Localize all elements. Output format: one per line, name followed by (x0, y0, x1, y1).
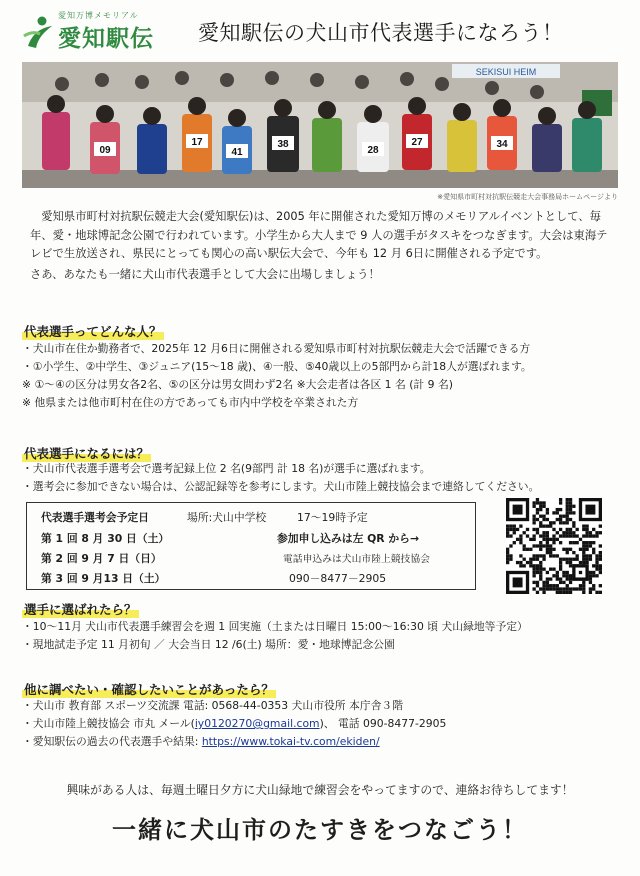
runner-swoosh-icon (22, 14, 58, 50)
aichi-ekiden-logo (22, 8, 172, 52)
logo-text: 愛知駅伝 (58, 26, 154, 52)
section-who-body (22, 340, 618, 412)
section-heading-contact: 他に調べたい・確認したいことがあったら？ (24, 682, 274, 697)
schedule-date-2: 第 2 回 9 月 7 日（日） (41, 552, 162, 565)
section-line: ・現地試走予定 11 月初旬 ／ 大会当日 12 /6(土) 場所：愛・地球博記念公園 (22, 638, 395, 651)
contact-line: ・犬山市 教育部 スポーツ交流課 電話: 0568-44-0353 犬山市役所 本庁舎３階 (22, 699, 403, 712)
intro-call: さあ、あなたも一緒に犬山市代表選手として大会に出場しましょう！ (30, 267, 380, 281)
photo-credit: ※愛知県市町村対抗駅伝競走大会事務局ホームページより (437, 193, 618, 201)
page-title: 愛知駅伝の犬山市代表選手になろう！ (198, 21, 564, 45)
section-line: ・犬山市代表選手選考会で選考記録上位 2 名(9部門 計 18 名)が選手に選ばれます。 (22, 462, 431, 475)
intro-paragraph: 愛知県市町村対抗駅伝競走大会(愛知駅伝)は、2005 年に開催された愛知万博のメモリアルイベントとして、毎年、愛・地球博記念公園で行われています。小学生から大人まで 9 人の選手がタスキをつなぎます。大会は東海テレビで生放送され、県民にとっても関心の高い駅伝大会で、今年も 12 月 6日に開催される予定です。 (30, 210, 608, 260)
section-line: ※ ①～④の区分は男女各2名、⑤の区分は男女問わず2名 ※大会走者は各区 1 名 (計 9 名) (22, 378, 453, 391)
banner-text: SEKISUI HEIM (475, 67, 537, 77)
section-line: ※ 他県または他市町村在住の方であっても市内中学校を卒業された方 (22, 396, 359, 409)
apply-phone-note: 電話申込みは犬山市陸上競技協会 (283, 554, 430, 565)
schedule-time: 17～19時予定 (297, 511, 368, 524)
schedule-place: 場所:犬山中学校 (187, 511, 267, 524)
race-photo (22, 62, 618, 188)
section-how-body (22, 460, 618, 496)
apply-phone-number[interactable]: 090－8477－2905 (289, 572, 387, 585)
schedule-date-1: 第 1 回 8 月 30 日（土） (41, 532, 170, 545)
section-contact-body (22, 697, 618, 751)
section-line: ・選考会に参加できない場合は、公認記録等を参考にします。犬山市陸上競技協会まで連絡してください。 (22, 480, 540, 493)
email-link[interactable]: iy0120270@gmail.com (194, 717, 320, 730)
bib-number: 27 (411, 137, 423, 148)
schedule-title: 代表選手選考会予定日 (41, 511, 149, 524)
intro-text (30, 208, 612, 284)
qr-code[interactable] (506, 498, 602, 594)
contact-text: ・愛知駅伝の過去の代表選手や結果: (22, 735, 202, 748)
contact-line (22, 715, 618, 733)
slogan: 一緒に犬山市のたすきをつなごう！ (112, 816, 528, 844)
section-line: ・①小学生、②中学生、③ジュニア(15～18 歳)、④一般、⑤40歳以上の5部門から計18人が選ばれます。 (22, 360, 532, 373)
section-selected-body (22, 618, 618, 654)
schedule-box (26, 502, 476, 590)
schedule-date-3: 第 3 回 9 月13 日（土） (41, 572, 166, 585)
bib-number: 28 (367, 145, 379, 156)
bib-number: 09 (99, 145, 111, 156)
contact-text: ・犬山市陸上競技協会 市丸 メール( (22, 717, 195, 730)
section-line: ・10～11月 犬山市代表選手練習会を週 1 回実施（土または日曜日 15:00～16:30 頃 犬山緑地等予定） (22, 620, 528, 633)
logo-subtitle: 愛知万博メモリアル (58, 11, 139, 20)
section-heading-who: 代表選手ってどんな人？ (24, 324, 162, 339)
contact-line (22, 733, 618, 751)
section-line: ・犬山市在住か勤務者で、2025年 12 月6日に開催される愛知県市町村対抗駅伝競走大会で活躍できる方 (22, 342, 531, 355)
contact-text: )、 電話 090-8477-2905 (319, 717, 447, 730)
results-url-link[interactable]: https://www.tokai-tv.com/ekiden/ (201, 735, 380, 748)
apply-qr-note: 参加申し込みは左 QR から→ (277, 532, 420, 545)
bib-number: 41 (231, 147, 243, 158)
header (22, 8, 618, 52)
bib-number: 34 (496, 139, 508, 150)
bib-number: 17 (191, 137, 203, 148)
bib-number: 38 (277, 139, 289, 150)
section-heading-selected: 選手に選ばれたら？ (24, 602, 137, 617)
closing-message: 興味がある人は、毎週土曜日夕方に犬山緑地で練習会をやってますので、連絡お待ちしてます！ (66, 783, 574, 797)
section-heading-how: 代表選手になるには？ (24, 446, 150, 461)
